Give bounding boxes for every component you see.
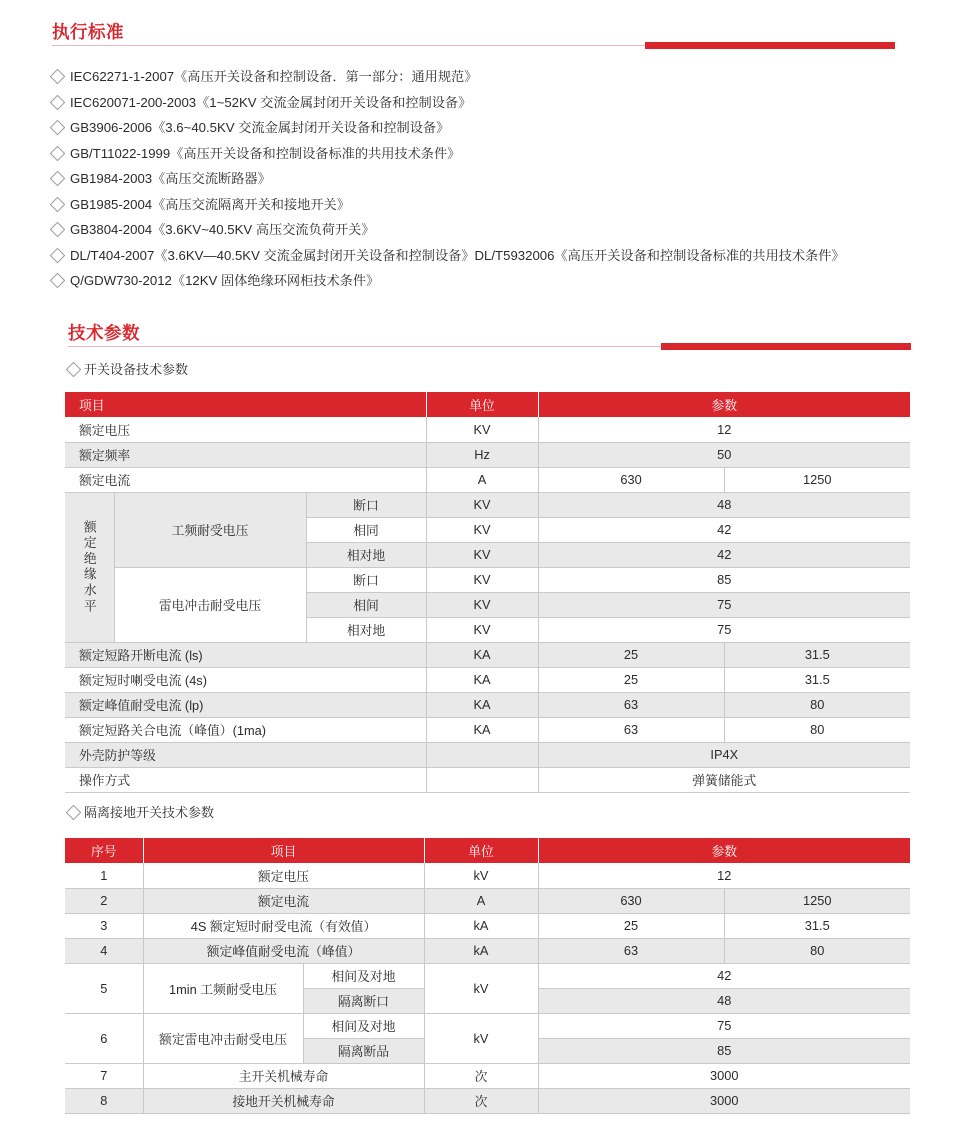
cell-value: 1250	[724, 888, 910, 913]
diamond-bullet-icon	[50, 196, 66, 212]
cell-unit: 次	[424, 1088, 538, 1113]
cell-value: 1250	[724, 467, 910, 492]
diamond-bullet-icon	[50, 247, 66, 263]
cell-value: 31.5	[724, 667, 910, 692]
list-item	[52, 192, 932, 218]
table-row	[65, 717, 910, 742]
standard-text: GB1985-2004《高压交流隔离开关和接地开关》	[70, 196, 350, 212]
cell-value: 31.5	[724, 913, 910, 938]
table-row	[65, 888, 910, 913]
cell-value: 12	[538, 417, 910, 442]
cell-unit: kV	[424, 963, 538, 1013]
table-row	[65, 467, 910, 492]
standards-list	[52, 64, 932, 294]
cell-subitem: 相间及对地	[303, 1013, 424, 1038]
cell-unit: KA	[426, 667, 538, 692]
list-item	[52, 217, 932, 243]
list-item	[52, 115, 932, 141]
cell-unit: 次	[424, 1063, 538, 1088]
table-row	[65, 1088, 910, 1113]
cell-item: 额定电压	[143, 863, 424, 888]
cell-item: 额定峰值耐受电流（峰值）	[143, 938, 424, 963]
table-row	[65, 1013, 910, 1038]
cell-subitem: 隔离断品	[303, 1038, 424, 1063]
cell-value: 25	[538, 667, 724, 692]
cell-unit: KV	[426, 542, 538, 567]
cell-value: 48	[538, 492, 910, 517]
table-row	[65, 667, 910, 692]
cell-subitem: 相间	[306, 592, 426, 617]
cell-value: 63	[538, 717, 724, 742]
standards-section-title: 执行标准	[52, 22, 124, 42]
cell-no: 4	[65, 938, 143, 963]
th-item: 项目	[143, 838, 424, 863]
cell-value: 630	[538, 467, 724, 492]
diamond-bullet-icon	[50, 94, 66, 110]
cell-value: 25	[538, 913, 724, 938]
th-param: 参数	[538, 838, 910, 863]
cell-value: 63	[538, 938, 724, 963]
table-row	[65, 938, 910, 963]
cell-item: 主开关机械寿命	[143, 1063, 424, 1088]
diamond-bullet-icon	[50, 145, 66, 161]
cell-unit: Hz	[426, 442, 538, 467]
cell-group-name: 雷电冲击耐受电压	[114, 567, 306, 642]
cell-value: 630	[538, 888, 724, 913]
diamond-bullet-icon	[50, 273, 66, 289]
list-item	[52, 243, 932, 269]
standard-text: GB/T11022-1999《高压开关设备和控制设备标准的共用技术条件》	[70, 145, 461, 161]
cell-value: 42	[538, 542, 910, 567]
cell-no: 3	[65, 913, 143, 938]
cell-unit: KA	[426, 692, 538, 717]
table-row	[65, 767, 910, 792]
cell-value: 80	[724, 692, 910, 717]
table-header-row	[65, 838, 910, 863]
table-row	[65, 963, 910, 988]
cell-subitem: 相间及对地	[303, 963, 424, 988]
cell-item: 4S 额定短时耐受电流（有效值）	[143, 913, 424, 938]
list-item	[52, 268, 932, 294]
cell-unit: KA	[426, 717, 538, 742]
cell-no: 6	[65, 1013, 143, 1063]
standard-text: Q/GDW730-2012《12KV 固体绝缘环网柜技术条件》	[70, 273, 380, 288]
cell-no: 5	[65, 963, 143, 1013]
cell-unit: KV	[426, 567, 538, 592]
list-item	[52, 64, 932, 90]
switchgear-params-table-wrapper	[65, 392, 910, 793]
cell-subitem: 相对地	[306, 542, 426, 567]
th-param: 参数	[538, 392, 910, 417]
cell-value: 弹簧储能式	[538, 767, 910, 792]
diamond-bullet-icon	[50, 120, 66, 136]
cell-unit	[426, 742, 538, 767]
list-item	[52, 90, 932, 116]
cell-value: 25	[538, 642, 724, 667]
cell-item: 额定短路开断电流 (ls)	[65, 642, 426, 667]
cell-no: 8	[65, 1088, 143, 1113]
list-item	[52, 141, 932, 167]
cell-item: 额定短路关合电流（峰值）(1ma)	[65, 717, 426, 742]
standards-section-header	[52, 20, 895, 54]
table-row	[65, 417, 910, 442]
cell-unit: kA	[424, 913, 538, 938]
standard-text: IEC620071-200-2003《1~52KV 交流金属封闭开关设备和控制设备》	[70, 94, 472, 110]
cell-subitem: 断口	[306, 492, 426, 517]
cell-value: 75	[538, 617, 910, 642]
switchgear-params-subtitle	[68, 360, 188, 380]
table-row	[65, 642, 910, 667]
cell-value: 3000	[538, 1088, 910, 1113]
cell-value: 80	[724, 938, 910, 963]
cell-value: 42	[538, 517, 910, 542]
tech-params-divider-thick	[661, 343, 911, 350]
table-row	[65, 692, 910, 717]
cell-unit: KV	[426, 492, 538, 517]
subtitle-text: 开关设备技术参数	[84, 362, 189, 377]
cell-unit: A	[424, 888, 538, 913]
table-row	[65, 492, 910, 517]
cell-value: 85	[538, 1038, 910, 1063]
cell-value: 42	[538, 963, 910, 988]
cell-unit: KV	[426, 617, 538, 642]
cell-value: 75	[538, 1013, 910, 1038]
cell-value: 50	[538, 442, 910, 467]
cell-group-name: 工频耐受电压	[114, 492, 306, 567]
cell-item: 1min 工频耐受电压	[143, 963, 303, 1013]
cell-subitem: 隔离断口	[303, 988, 424, 1013]
tech-params-section-title: 技术参数	[68, 323, 140, 343]
table-row	[65, 1063, 910, 1088]
cell-value: 48	[538, 988, 910, 1013]
cell-item: 外壳防护等级	[65, 742, 426, 767]
cell-item: 操作方式	[65, 767, 426, 792]
diamond-bullet-icon	[50, 171, 66, 187]
diamond-bullet-icon	[66, 805, 82, 821]
cell-value: 12	[538, 863, 910, 888]
isolation-switch-params-subtitle	[68, 803, 214, 823]
cell-value: 80	[724, 717, 910, 742]
table-row	[65, 567, 910, 592]
cell-value: 31.5	[724, 642, 910, 667]
cell-value: IP4X	[538, 742, 910, 767]
cell-unit: kA	[424, 938, 538, 963]
standards-divider-thick	[645, 42, 895, 49]
th-item: 项目	[65, 392, 426, 417]
table-row	[65, 442, 910, 467]
cell-value: 3000	[538, 1063, 910, 1088]
cell-no: 2	[65, 888, 143, 913]
diamond-bullet-icon	[50, 222, 66, 238]
cell-subitem: 断口	[306, 567, 426, 592]
standard-text: DL/T404-2007《3.6KV—40.5KV 交流金属封闭开关设备和控制设备》DL/T5932006《高压开关设备和控制设备标准的共用技术条件》	[70, 247, 845, 263]
cell-item: 额定电流	[143, 888, 424, 913]
list-item	[52, 166, 932, 192]
cell-subitem: 相对地	[306, 617, 426, 642]
cell-insulation-label: 额定绝缘水平	[65, 492, 114, 642]
diamond-bullet-icon	[50, 69, 66, 85]
cell-value: 63	[538, 692, 724, 717]
cell-unit	[426, 767, 538, 792]
cell-item: 额定峰值耐受电流 (lp)	[65, 692, 426, 717]
cell-item: 额定电压	[65, 417, 426, 442]
cell-unit: KV	[426, 417, 538, 442]
cell-value: 75	[538, 592, 910, 617]
standard-text: IEC62271-1-2007《高压开关设备和控制设备．第一部分：通用规范》	[70, 69, 478, 84]
tech-params-section-header	[68, 321, 911, 355]
subtitle-text: 隔离接地开关技术参数	[84, 805, 215, 820]
standard-text: GB3804-2004《3.6KV~40.5KV 高压交流负荷开关》	[70, 222, 375, 237]
cell-item: 额定短时喇受电流 (4s)	[65, 667, 426, 692]
diamond-bullet-icon	[66, 362, 82, 378]
th-no: 序号	[65, 838, 143, 863]
cell-no: 1	[65, 863, 143, 888]
standard-text: GB3906-2006《3.6~40.5KV 交流金属封闭开关设备和控制设备》	[70, 120, 450, 135]
cell-unit: KA	[426, 642, 538, 667]
table-row	[65, 742, 910, 767]
switchgear-params-table	[65, 392, 910, 793]
cell-unit: KV	[426, 517, 538, 542]
cell-item: 接地开关机械寿命	[143, 1088, 424, 1113]
cell-unit: KV	[426, 592, 538, 617]
cell-item: 额定雷电冲击耐受电压	[143, 1013, 303, 1063]
cell-item: 额定电流	[65, 467, 426, 492]
isolation-switch-params-table-wrapper	[65, 838, 910, 1114]
th-unit: 单位	[426, 392, 538, 417]
cell-subitem: 相同	[306, 517, 426, 542]
standard-text: GB1984-2003《高压交流断路器》	[70, 171, 271, 186]
isolation-switch-params-table	[65, 838, 910, 1114]
cell-unit: kV	[424, 1013, 538, 1063]
th-unit: 单位	[424, 838, 538, 863]
cell-no: 7	[65, 1063, 143, 1088]
cell-value: 85	[538, 567, 910, 592]
cell-item: 额定频率	[65, 442, 426, 467]
cell-unit: A	[426, 467, 538, 492]
cell-unit: kV	[424, 863, 538, 888]
table-header-row	[65, 392, 910, 417]
table-row	[65, 913, 910, 938]
table-row	[65, 863, 910, 888]
